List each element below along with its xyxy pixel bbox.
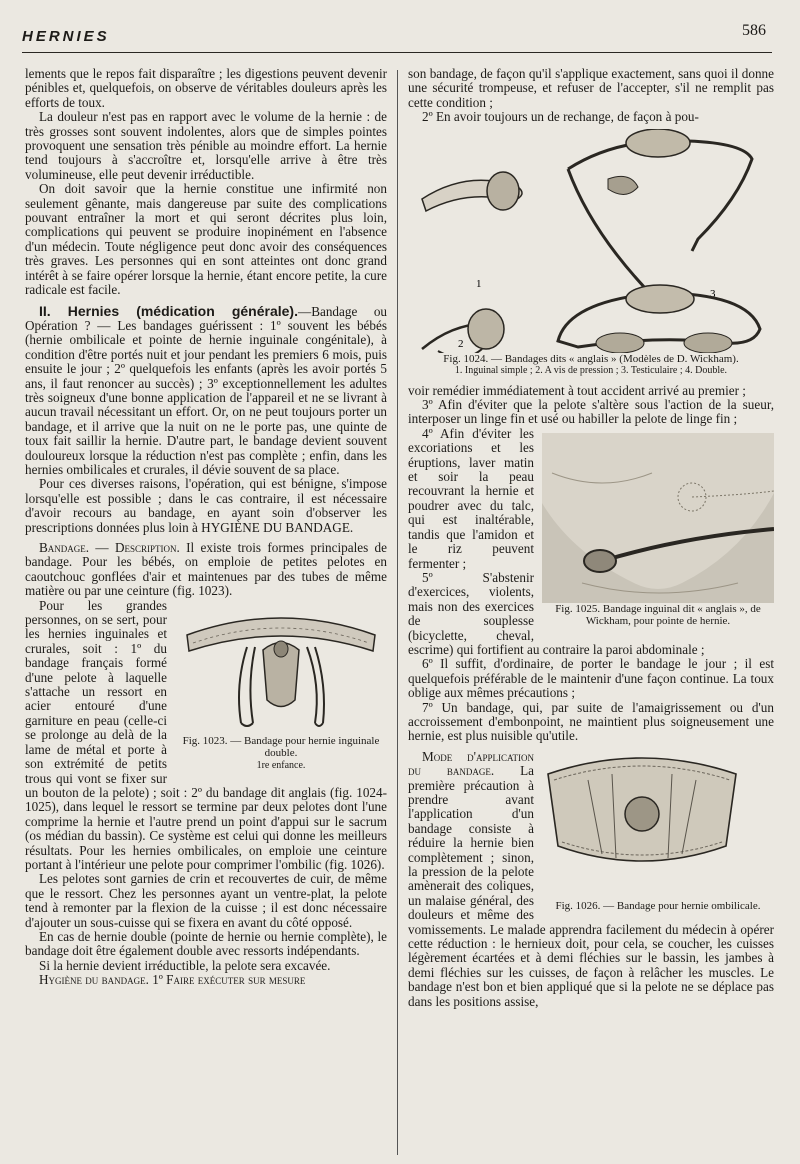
paragraph: Les pelotes sont garnies de crin et recouvertes de cuir, de même que le ressort. Chez les personnes ayant un ventre-plat, la pelote tend à remonter par la flexion de la cuisse ; il est donc nécessaire d'ajouter un sous-cuisse qui se fixera en avant du côté opposé. <box>25 871 387 930</box>
paragraph: Pour les grandes personnes, on se sert, pour les hernies inguinales et crurales, soit : 1º du bandage français formé d'une pelote à laquelle s'attache un ressort en acier entouré d'une garniture en peau (celle-ci se prolonge au delà de la lame de métal et porte à son extrémité de petits trous qui vont se fixer sur un bouton de la pelote) ; soit : 2º du bandage dit anglais (fig. 1024-1025), dans lequel le ressort se termine par deux pelotes dont l'une comprime la hernie et l'autre prend un point d'appui sur le sacrum (os médian du bassin). Ce système est celui qui donne les meilleurs résultats. Pour les hernies ombilicales, on emploie une ceinture portant à l'intérieur une pelote pour comprimer l'ombilic (fig. 1026). <box>25 597 387 872</box>
figure-number-1: 1 <box>476 277 482 290</box>
figure-caption: Fig. 1025. Bandage inguinal dit « anglais », de Wickham, pour pointe de hernie. <box>555 602 761 628</box>
paragraph-text: Il existe trois formes principales de bandage. Pour les bébés, on emploie de petites pelotes en caoutchouc gonflées d'air et maintenues par des tubes de même matière ou par une ceinture (fig. 1023). <box>25 540 387 599</box>
figure-1025 <box>542 433 774 628</box>
figure-caption: Fig. 1026. — Bandage pour hernie ombilicale. <box>555 899 761 912</box>
paragraph: En cas de hernie double (pointe de hernie ou hernie complète), le bandage doit être également double avec ressorts indépendants. <box>25 928 387 959</box>
section-title: II. Hernies (médication générale). <box>39 302 298 319</box>
paragraph: 4º Afin d'éviter les excoriations et les éruptions, laver matin et soir la peau recouvrant la hernie et poudrer avec du talc, qui est inaltérable, tandis que l'amidon et le riz peuvent fermenter ; <box>408 425 534 571</box>
paragraph: 2º En avoir toujours un de rechange, de façon à pou- <box>422 109 699 125</box>
paragraph: On doit savoir que la hernie constitue une infirmité non seulement gênante, mais dangereuse par suite des complications pouvant entraîner la mort et qui seront décrites plus loin, complications qui peuvent se produire inopinément en l'absence d'un médecin. Toute négligence peut donc avoir des conséquences très graves. Les personnes qui en sont atteintes ont donc grand intérêt à se faire opérer lorsque la hernie, étant encore petite, la cure radicale est facile. <box>25 181 387 298</box>
page-number: 586 <box>742 22 766 39</box>
figure-caption: Fig. 1024. — Bandages dits « anglais » (Modèles de D. Wickham). <box>443 352 739 365</box>
truss-illustration <box>175 605 387 735</box>
paragraph: 5º S'abstenir d'exercices, violents, mais non des exercices de souplesse (bicyclette, cheval, escrime) qui fortifient au contraire la paroi abdominale ; <box>408 569 705 657</box>
paragraph: 6º Il suffit, d'ordinaire, de porter le bandage le jour ; il est quelquefois préférable de le maintenir d'une façon continue. La toux oblige aux mêmes précautions ; <box>408 656 774 701</box>
paragraph <box>25 541 387 599</box>
paragraph: 7º Un bandage, qui, par suite de l'amaigrissement ou d'un accroissement d'embonpoint, ne maintient plus soigneusement une hernie, est plus nuisible qu'utile. <box>408 699 774 744</box>
paragraph: lements que le repos fait disparaître ; les digestions peuvent devenir pénibles et, quelquefois, on observe de véritables douleurs après les efforts de toux. <box>25 66 387 110</box>
right-column <box>408 67 774 1009</box>
figure-subcaption: 1. Inguinal simple ; 2. A vis de pression ; 3. Testiculaire ; 4. Double. <box>454 365 728 377</box>
left-column <box>25 67 387 988</box>
section-paragraph <box>25 304 387 478</box>
column-divider <box>397 70 398 1155</box>
header-rule <box>22 52 772 53</box>
paragraph: son bandage, de façon qu'il s'applique exactement, sans quoi il donne une sécurité trompeuse, et refuser de l'accepter, s'il ne remplit pas cette condition ; <box>408 66 774 110</box>
paragraph: voir remédier immédiatement à tout accident arrivé au premier ; <box>408 382 746 398</box>
figure-number-2: 2 <box>458 337 464 350</box>
figure-1023 <box>175 605 387 773</box>
umbilical-belt-illustration <box>542 750 742 900</box>
paragraph: La douleur n'est pas en rapport avec le volume de la hernie : de très grosses sont souvent indolentes, alors que de simples pointes provoquent une sensation très pénible au moindre effort. La hernie tend toujours à s'accroître et, lorsqu'elle arrive à être très volumineuse, elle peut devenir irréductible. <box>25 109 387 182</box>
applied-truss-photo <box>542 433 774 603</box>
figure-number-3: 3 <box>710 287 716 300</box>
paragraph: Pour ces diverses raisons, l'opération, qui est bénigne, s'impose lorsqu'elle est possible ; dans le cas contraire, il est nécessaire d'avoir recours au bandage, en ayant soin d'observer les prescriptions données plus loin à HYGIÈNE DU BANDAGE. <box>25 476 387 535</box>
english-trusses-illustration <box>408 129 774 353</box>
running-head: HERNIES <box>22 28 110 45</box>
subheading: Bandage. — Description. <box>39 540 180 555</box>
figure-subcaption: 1re enfance. <box>256 759 306 771</box>
section-text: —Bandage ou Opération ? — Les bandages guérissent : 1º souvent les bébés (hernie ombilicale et pointe de hernie inguinale congénitale), à condition d'être portés nuit et jour pendant les premiers 6 mois, puis ensuite le jour ; 2º quelquefois les enfants (après les avoir portés 5 ans, il faut renoncer au succès) ; 3º exceptionnellement les adultes très soigneux d'une bonne application de l'appareil et ne se livrant à aucun travail nécessitant un effort. Or, on ne peut toujours porter un bandage, et il arrive que la nuit on ne le porte pas, une quinte de toux fait saillir la hernie. D'autre part, le bandage devient souvent douloureux lorsque la réduction n'est pas complète ; enfin, dans les hernies ombilicales et crurales, il dévie souvent de sa place. <box>25 303 388 477</box>
paragraph-text: La première précaution à prendre avant l'application d'un bandage consiste à réduire la hernie bien complètement ; sinon, la pression de la pelote amènerait des coliques, un malaise général, des douleurs et même des vomissements. Le malade apprendra facilement du médecin à opérer cette réduction : le hernieux doit, pour cela, se coucher, les cuisses légèrement écartées et à demi fléchies sur le bassin, les jambes à demi fléchies sur les cuisses, de façon à relâcher les muscles. Le bandage n'est bon et bien appliqué que si la pelote ne se déplace pas dans les positions assise, <box>408 763 774 1009</box>
paragraph: Si la hernie devient irréductible, la pelote sera excavée. <box>39 957 331 973</box>
figure-1026 <box>542 750 774 913</box>
paragraph: 3º Afin d'éviter que la pelote s'altère sous l'action de la sueur, interposer un linge fin et usé ou habiller la pelote de linge fin ; <box>408 397 774 427</box>
figure-1024 <box>408 129 774 378</box>
figure-caption: Fig. 1023. — Bandage pour hernie inguinale double. <box>182 734 380 760</box>
paragraph: Hygiène du bandage. 1º Faire exécuter sur mesure <box>39 972 306 988</box>
subheading: Mode d'application du bandage. <box>408 748 534 779</box>
